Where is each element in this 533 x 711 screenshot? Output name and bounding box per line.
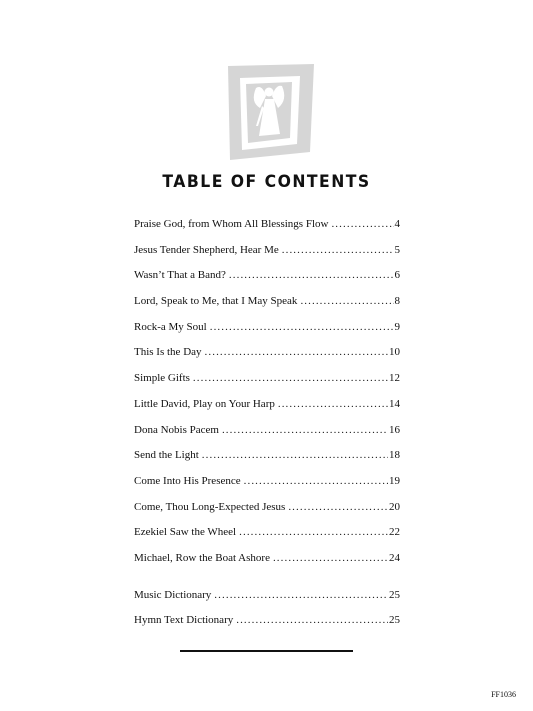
toc-entry-page: 16 [389,423,400,436]
dot-leader [273,552,388,565]
toc-entry-title: Praise God, from Whom All Blessings Flow [134,218,329,230]
dot-leader [205,346,388,359]
toc-entry [134,526,400,552]
dot-leader [239,526,388,539]
dot-leader [331,218,393,231]
dot-leader [300,295,393,308]
toc-entry-title: Hymn Text Dictionary [134,614,234,627]
toc-entry-title: Little David, Play on Your Harp [134,397,275,410]
toc-entry [134,424,400,450]
toc-entry-page: 12 [389,372,400,385]
dot-leader [222,424,388,437]
toc-entry-page: 5 [394,243,400,256]
dot-leader [282,244,394,257]
toc-entry-page: 19 [389,474,400,487]
toc-entry-title: This Is the Day [134,346,202,359]
toc-entry-title: Music Dictionary [134,588,212,601]
dot-leader [214,589,388,602]
toc-entry [134,552,400,578]
toc-appendix-entry [134,589,400,615]
toc-entry-page: 18 [389,449,400,462]
toc-entry-page: 10 [389,346,400,359]
toc-entry [134,449,400,475]
dot-leader [202,449,388,462]
toc-entry-page: 25 [389,588,400,601]
toc-entry [134,218,400,244]
page-title: TABLE OF CONTENTS [162,172,371,192]
divider-rule [180,650,353,652]
toc-entry-title: Jesus Tender Shepherd, Hear Me [134,243,279,256]
toc-entry-page: 24 [389,551,400,564]
toc-entry-title: Michael, Row the Boat Ashore [134,551,270,564]
dot-leader [210,321,394,334]
toc-entry [134,501,400,527]
toc-entry-title: Come, Thou Long-Expected Jesus [134,500,286,513]
toc-entry [134,475,400,501]
toc-entry-title: Simple Gifts [134,372,190,385]
toc-appendix-entry [134,614,400,640]
toc-entry-title: Come Into His Presence [134,474,241,487]
toc-entry-title: Ezekiel Saw the Wheel [134,526,237,539]
toc-entry [134,244,400,270]
toc-entry-title: Rock-a My Soul [134,320,207,333]
catalog-code: FF1036 [491,690,516,699]
dot-leader [288,501,388,514]
toc-entry-title: Wasn’t That a Band? [134,269,226,282]
toc-entry-page: 14 [389,397,400,410]
toc-entry-page: 22 [389,526,400,539]
toc-entry-title: Send the Light [134,449,199,462]
dot-leader [244,475,388,488]
toc-entry-page: 4 [394,218,400,230]
toc-entry [134,372,400,398]
toc-entry [134,295,400,321]
toc-entry [134,346,400,372]
toc-entry [134,321,400,347]
angel-logo-icon [220,64,318,160]
toc-entry-page: 6 [394,269,400,282]
dot-leader [193,372,388,385]
toc-entry-page: 20 [389,500,400,513]
dot-leader [278,398,388,411]
toc-entry [134,269,400,295]
dot-leader [236,614,388,627]
dot-leader [229,269,394,282]
toc-entry-page: 25 [389,614,400,627]
toc-entry [134,398,400,424]
toc-entry-title: Dona Nobis Pacem [134,423,219,436]
toc-entry-title: Lord, Speak to Me, that I May Speak [134,295,298,308]
toc-entry-page: 9 [394,320,400,333]
toc-entry-page: 8 [394,295,400,308]
table-of-contents [134,218,400,640]
